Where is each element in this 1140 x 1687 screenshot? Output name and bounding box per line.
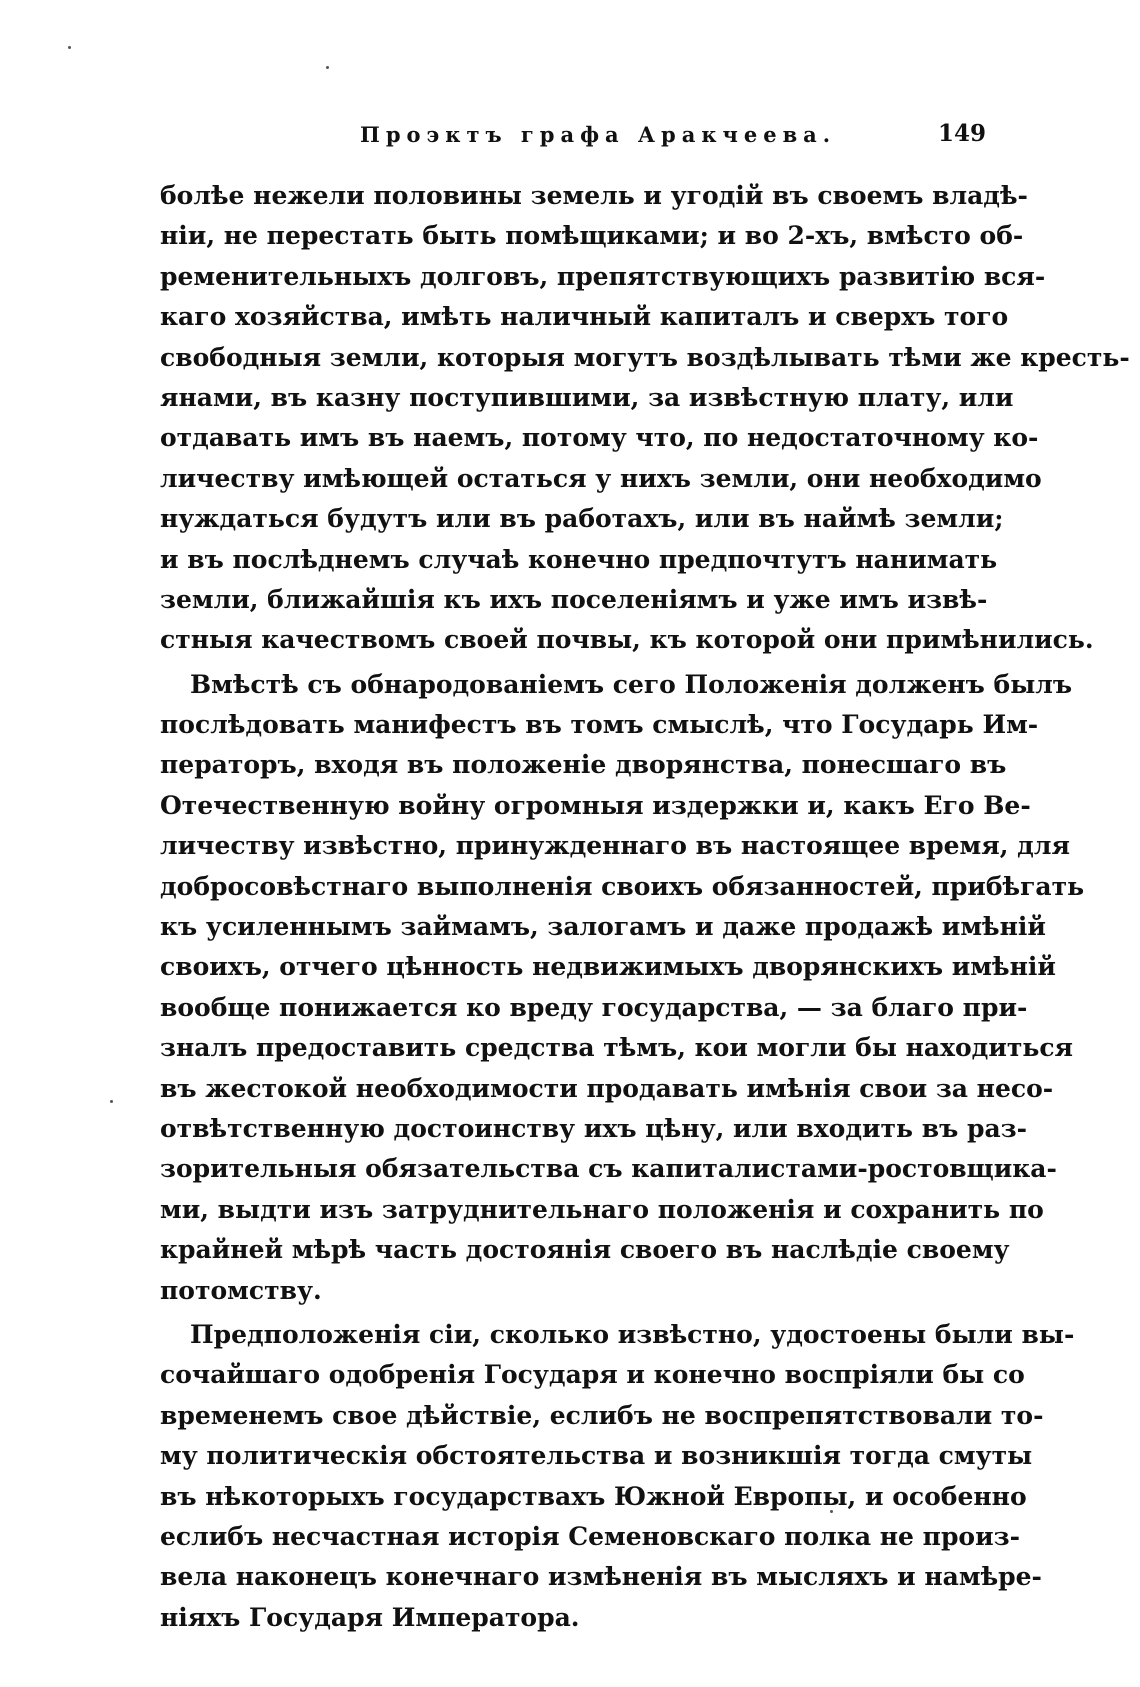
- scan-speck: [326, 66, 329, 69]
- text-line: ми, выдти изъ затруднительнаго положенія и сохранить по: [160, 1194, 1044, 1224]
- paragraph-2: [160, 665, 1085, 1311]
- text-line: послѣдовать манифестъ въ томъ смыслѣ, что Государь Им-: [160, 710, 1039, 740]
- text-line: отвѣтственную достоинству ихъ цѣну, или входить въ раз-: [160, 1113, 1027, 1143]
- text-line: ніи, не перестать быть помѣщиками; и во 2-хъ, вмѣсто об-: [160, 221, 1024, 251]
- text-line: му политическія обстоятельства и возникшія тогда смуты: [160, 1441, 1033, 1471]
- text-line: земли, ближайшія къ ихъ поселеніямъ и уже имъ извѣ-: [160, 584, 988, 614]
- text-line: болѣе нежели половины земель и угодій въ своемъ владѣ-: [160, 181, 1028, 210]
- text-line: ператоръ, входя въ положеніе дворянства, понесшаго въ: [160, 750, 1007, 780]
- text-line: нуждаться будутъ или въ работахъ, или въ наймѣ земли;: [160, 504, 1004, 534]
- text-line: личеству имѣющей остаться у нихъ земли, они необходимо: [160, 463, 1042, 493]
- text-line: Вмѣстѣ съ обнародованіемъ сего Положенія долженъ былъ: [190, 669, 1073, 699]
- text-line: ніяхъ Государя Императора.: [160, 1602, 580, 1632]
- paragraph-3: [160, 1315, 1075, 1638]
- text-line: свободныя земли, которыя могутъ воздѣлывать тѣми же кресть-: [160, 342, 1130, 372]
- text-line: Отечественную войну огромныя издержки и, какъ Его Ве-: [160, 790, 1031, 820]
- text-line: зналъ предоставить средства тѣмъ, кои могли бы находиться: [160, 1033, 1074, 1063]
- running-head: [160, 118, 986, 158]
- text-line: въ нѣкоторыхъ государствахъ Южной Европы, и особенно: [160, 1481, 1027, 1511]
- text-line: къ усиленнымъ займамъ, залогамъ и даже продажѣ имѣній: [160, 912, 1046, 942]
- text-line: Предположенія сіи, сколько извѣстно, удостоены были вы-: [190, 1319, 1075, 1349]
- text-line: въ жестокой необходимости продавать имѣнія свои за несо-: [160, 1073, 1054, 1103]
- text-line: ременительныхъ долговъ, препятствующихъ развитію вся-: [160, 261, 1046, 291]
- text-line: еслибъ несчастная исторія Семеновскаго полка не произ-: [160, 1521, 1020, 1551]
- text-line: каго хозяйства, имѣть наличный капиталъ и сверхъ того: [160, 302, 1009, 332]
- text-line: и въ послѣднемъ случаѣ конечно предпочтутъ нанимать: [160, 544, 998, 574]
- text-line: крайней мѣрѣ часть достоянія своего въ наслѣдіе своему: [160, 1235, 1010, 1265]
- text-line: сочайшаго одобренія Государя и конечно воспріяли бы со: [160, 1360, 1025, 1390]
- scan-speck: [110, 1100, 113, 1103]
- text-line: потомству.: [160, 1275, 322, 1305]
- text-line: отдавать имъ въ наемъ, потому что, по недостаточному ко-: [160, 423, 1039, 453]
- page-number: 149: [937, 120, 986, 147]
- text-line: временемъ свое дѣйствіе, еслибъ не воспрепятствовали то-: [160, 1400, 1044, 1430]
- text-line: своихъ, отчего цѣнность недвижимыхъ дворянскихъ имѣній: [160, 952, 1056, 982]
- text-line: янами, въ казну поступившими, за извѣстную плату, или: [160, 382, 1014, 412]
- text-line: добросовѣстнаго выполненія своихъ обязанностей, прибѣгать: [160, 871, 1085, 901]
- paragraph-1: [160, 176, 1130, 661]
- scan-speck: [830, 1510, 833, 1513]
- running-title: Проэктъ графа Аракчеева.: [360, 122, 837, 147]
- text-line: стныя качествомъ своей почвы, къ которой они примѣнились.: [160, 625, 1094, 655]
- text-line: вела наконецъ конечнаго измѣненія въ мысляхъ и намѣре-: [160, 1562, 1042, 1592]
- scan-speck: [68, 46, 71, 49]
- body-text: [160, 176, 1130, 1638]
- text-line: вообще понижается ко вреду государства, — за благо при-: [160, 992, 1028, 1022]
- text-line: зорительныя обязательства съ капиталистами-ростовщика-: [160, 1154, 1057, 1184]
- text-line: личеству извѣстно, принужденнаго въ настоящее время, для: [160, 831, 1070, 861]
